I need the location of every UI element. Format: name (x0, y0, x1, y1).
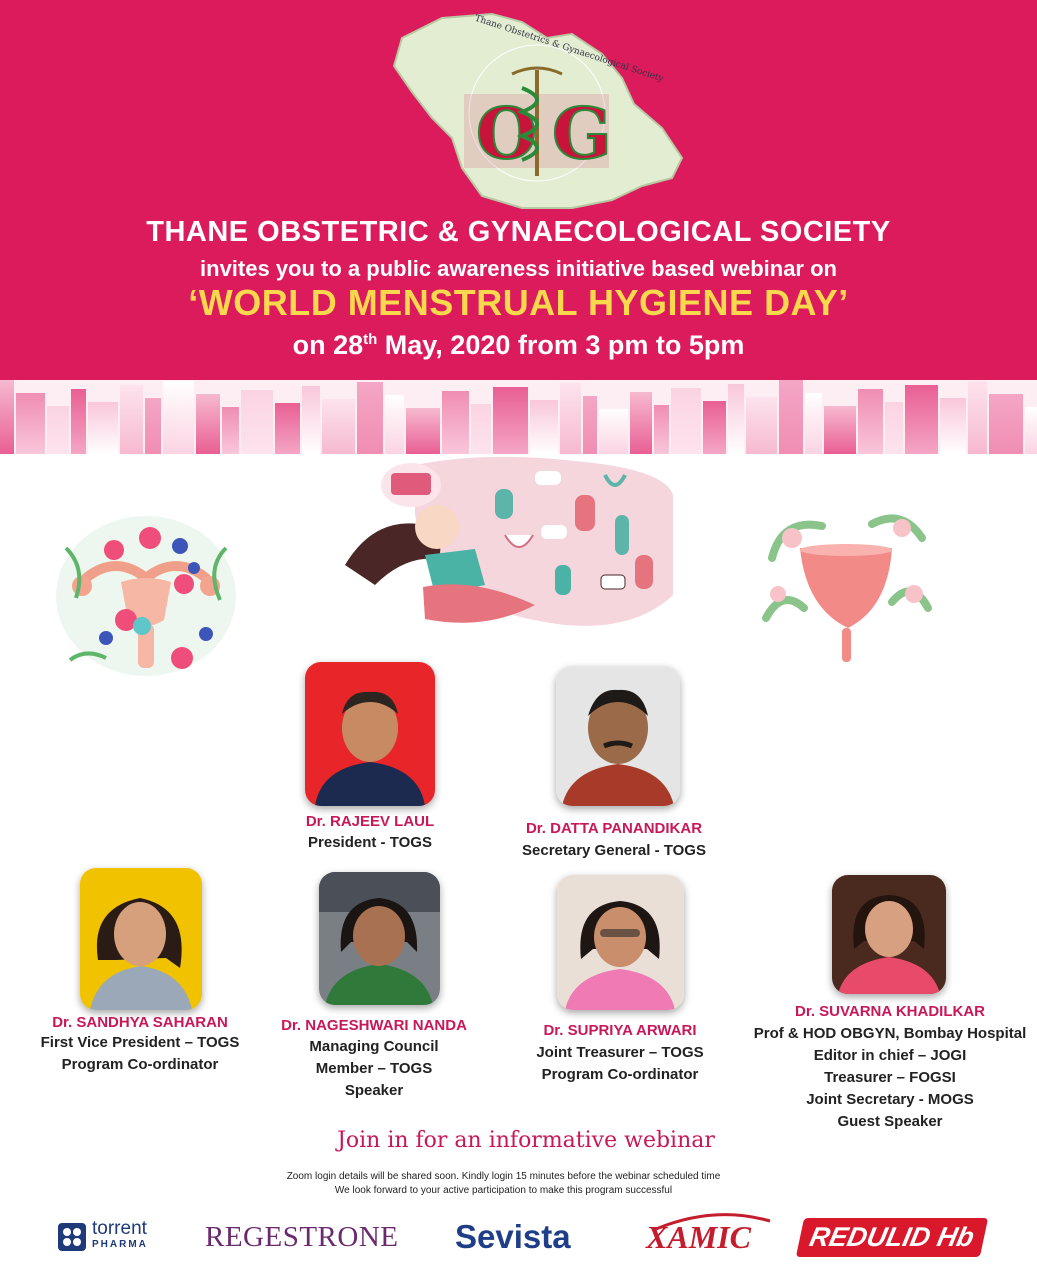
mosaic-tile (968, 381, 987, 454)
mosaic-tile (16, 393, 45, 454)
mosaic-tile (858, 389, 883, 454)
date-suffix: th (363, 331, 378, 348)
svg-text:G: G (552, 92, 612, 175)
mosaic-tile (989, 394, 1023, 454)
mosaic-tile (471, 404, 491, 454)
menstrual-cup-illustration (752, 498, 938, 680)
speaker-role-line: First Vice President – TOGS (40, 1034, 240, 1051)
speaker-name: Dr. DATTA PANANDIKAR (525, 820, 703, 837)
speaker-name: Dr. SUPRIYA ARWARI (543, 1022, 697, 1039)
mosaic-tile (746, 397, 777, 454)
redulid-badge (796, 1218, 988, 1257)
mosaic-tile (163, 381, 194, 454)
speaker-role (270, 832, 470, 854)
speaker-role-line: Joint Secretary - MOGS (806, 1091, 974, 1108)
speaker-role (745, 1023, 1035, 1133)
mosaic-tile (671, 388, 701, 454)
speaker-photo-datta-panandikar (556, 666, 680, 806)
speaker-role-line: President - TOGS (308, 834, 432, 851)
header-banner (0, 0, 1037, 380)
speaker-name: Dr. NAGESHWARI NANDA (281, 1017, 467, 1034)
event-date (0, 330, 1037, 361)
speaker-role-line: Secretary General - TOGS (522, 842, 706, 859)
speaker-photo-rajeev-laul (305, 662, 435, 806)
mosaic-tile (630, 392, 652, 454)
mosaic-tile (145, 398, 161, 454)
speaker-role-line: Guest Speaker (837, 1113, 943, 1130)
mosaic-tile (654, 405, 669, 454)
speaker-role-line: Prof & HOD OBGYN, Bombay Hospital (753, 1025, 1027, 1042)
mosaic-tile (779, 380, 803, 454)
sponsor-xamic-logo (646, 1212, 776, 1262)
date-prefix: on 28 (292, 330, 364, 360)
society-name: THANE OBSTETRIC & GYNAECOLOGICAL SOCIETY (146, 216, 891, 248)
speaker-role (504, 840, 724, 862)
mosaic-tile (805, 393, 822, 454)
participation-note: We look forward to your active participation to make this program successful (334, 1185, 673, 1196)
speaker-role-line: Treasurer – FOGSI (824, 1069, 956, 1086)
speaker-role-line: Program Co-ordinator (61, 1056, 219, 1073)
sponsor-torrent-logo (58, 1212, 168, 1262)
mosaic-tile (385, 395, 404, 454)
sponsor-redulid-logo (800, 1212, 1000, 1262)
mosaic-tile (196, 394, 220, 454)
mosaic-tile (599, 409, 628, 454)
torrent-sub: PHARMA (92, 1239, 148, 1250)
speaker-photo-nageshwari-nanda (319, 872, 440, 1005)
speaker-role (264, 1036, 484, 1102)
mosaic-tile (0, 380, 14, 454)
mosaic-tile (406, 408, 440, 454)
mosaic-tile (357, 382, 383, 454)
mosaic-tile (47, 406, 69, 454)
speaker-role-line: Member – TOGS (315, 1060, 433, 1077)
speaker-role-line: Speaker (344, 1082, 404, 1099)
xamic-swoosh-icon (654, 1211, 772, 1231)
mosaic-tile (728, 384, 744, 454)
date-rest: May, 2020 from 3 pm to 5pm (377, 330, 745, 360)
mosaic-tile (302, 386, 320, 454)
regestrone-wordmark: REGESTRONE (205, 1220, 399, 1253)
mosaic-tile (275, 403, 300, 454)
mosaic-tile (905, 385, 938, 454)
torrent-name: torrent (92, 1218, 147, 1239)
speaker-name: Dr. SUVARNA KHADILKAR (794, 1003, 985, 1020)
speaker-role-line: Joint Treasurer – TOGS (536, 1044, 704, 1061)
sponsor-regestrone-logo (205, 1212, 410, 1262)
xamic-mark (646, 1219, 751, 1256)
mosaic-tile (442, 391, 469, 454)
mosaic-tile (824, 406, 856, 454)
mosaic-tile (703, 401, 726, 454)
mosaic-tile (940, 398, 966, 454)
decorative-mosaic (0, 380, 1037, 454)
mosaic-tile (120, 385, 143, 454)
mosaic-tile (583, 396, 597, 454)
event-name: ‘WORLD MENSTRUAL HYGIENE DAY’ (188, 282, 849, 323)
mosaic-tile (71, 389, 86, 454)
mosaic-tile (88, 402, 118, 454)
speaker-role-line: Program Co-ordinator (541, 1066, 699, 1083)
speaker-name: Dr. RAJEEV LAUL (305, 813, 435, 830)
mosaic-tile (241, 390, 273, 454)
sevista-wordmark: Sevista (455, 1218, 571, 1255)
speaker-name: Dr. SANDHYA SAHARAN (52, 1014, 228, 1031)
mosaic-tile (885, 402, 903, 454)
speaker-photo-suvarna-khadilkar (832, 875, 946, 994)
mosaic-tile (1025, 407, 1037, 454)
speaker-photo-sandhya-saharan (80, 868, 202, 1010)
mosaic-tile (222, 407, 239, 454)
uterus-flowers-illustration (46, 508, 246, 684)
mosaic-tile (530, 400, 558, 454)
zoom-login-note: Zoom login details will be shared soon. Kindly login 15 minutes before the webinar scheduled time (286, 1171, 721, 1182)
speaker-photo-supriya-arwari (557, 875, 684, 1010)
mosaic-tile (322, 399, 355, 454)
menstrual-products-illustration (335, 455, 673, 635)
torrent-icon (58, 1223, 86, 1251)
torrent-wordmark (92, 1218, 148, 1253)
xamic-wordmark: XAMIC (646, 1218, 751, 1255)
speaker-role-line: Managing Council (309, 1038, 439, 1055)
mosaic-tile (560, 383, 581, 454)
mosaic-tile (493, 387, 528, 454)
speaker-role (510, 1042, 730, 1086)
sponsor-sevista-logo (455, 1212, 595, 1262)
speaker-role (30, 1032, 250, 1076)
svg-text:O: O (476, 92, 537, 175)
invite-text: invites you to a public awareness initiative based webinar on (200, 256, 837, 281)
speaker-role-line: Editor in chief – JOGI (813, 1047, 967, 1064)
logo-ring-text: Thane Obstetrics & Gynaecological Society (473, 13, 665, 85)
redulid-wordmark: REDULID Hb (806, 1221, 977, 1252)
join-webinar-text: Join in for an informative webinar (337, 1128, 715, 1153)
